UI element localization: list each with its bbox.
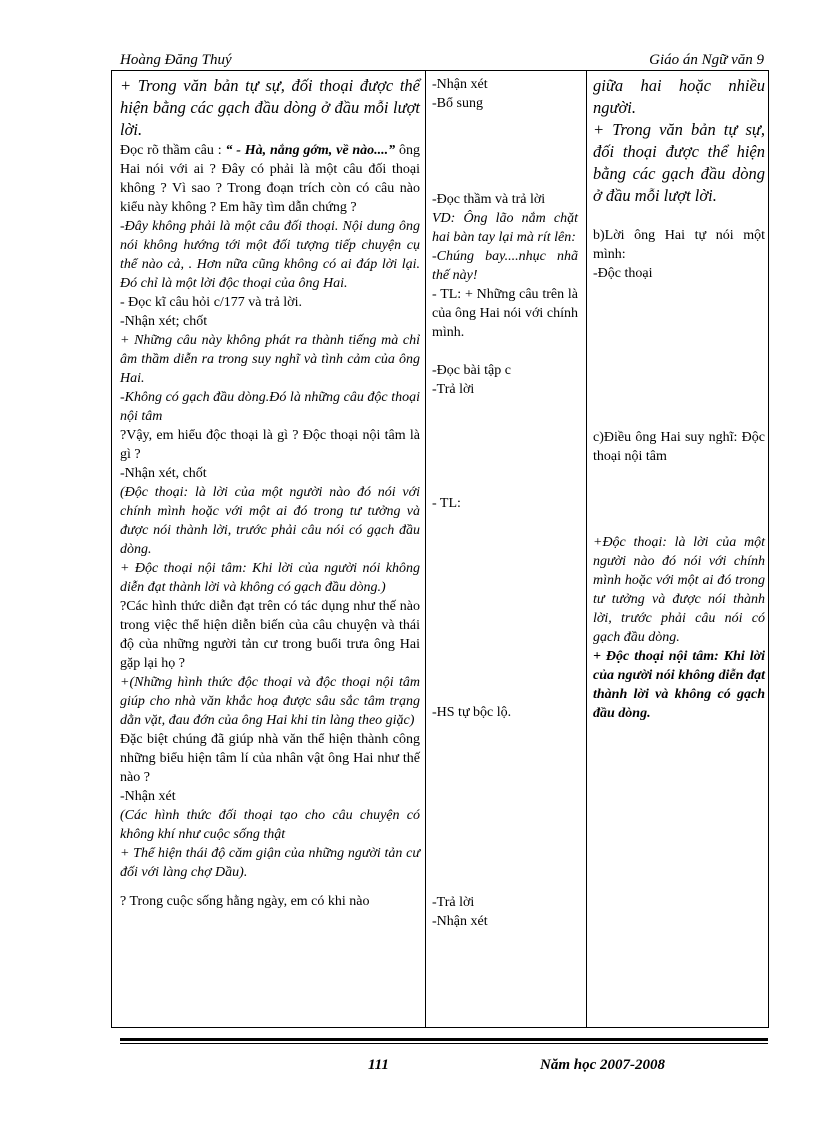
column-divider — [586, 71, 587, 1027]
paragraph: VD: Ông lão nắm chặt hai bàn tay lại mà rít lên: — [432, 211, 578, 245]
paragraph: + Độc thoại nội tâm: Khi lời của người nói không diễn đạt thành lời và không có gạch đầu dòng. — [593, 649, 765, 721]
header-subject: Giáo án Ngữ văn 9 — [649, 52, 764, 68]
paragraph: (Độc thoại: là lời của một người nào đó nói với chính mình hoặc với một ai đó trong tư tưởng và được nói thành lời, trước phải câu nói có gạch đầu dòng. — [120, 485, 420, 557]
school-year: Năm học 2007-2008 — [540, 1057, 665, 1073]
paragraph: + Độc thoại nội tâm: Khi lời của người nói không diễn đạt thành lời và không có gạch đầu dòng.) — [120, 561, 420, 595]
paragraph: ?Các hình thức diễn đạt trên có tác dụng như thế nào trong việc thể hiện diễn biến của câu chuyện và thái độ của những người tản cư trong buổi trưa ông Hai gặp lại họ ? — [120, 599, 420, 671]
paragraph: -Nhận xét, chốt — [120, 466, 207, 481]
footer-rule — [120, 1038, 768, 1041]
paragraph: c)Điều ông Hai suy nghĩ: Độc thoại nội tâm — [593, 430, 765, 464]
paragraph: + Trong văn bản tự sự, đối thoại được thể hiện bằng các gạch đầu dòng ở đầu mỗi lượt lời. — [593, 120, 765, 205]
lesson-table — [111, 70, 769, 1028]
paragraph: ? Trong cuộc sống hằng ngày, em có khi nào — [120, 894, 370, 909]
paragraph: -Trả lời — [432, 895, 475, 910]
text-span: ông Hai nói với ai ? Đây có phải là một câu đối thoại không ? Vì sao ? Trong đoạn trích còn có câu nào kiểu này không ? Em hãy tìm dẫn chứng ? — [120, 143, 421, 215]
paragraph — [120, 141, 420, 217]
paragraph: -Đọc thầm và trả lời — [432, 192, 546, 207]
quote-text: “ - Hà, nắng gớm, về nào....” — [225, 143, 396, 158]
paragraph: -Đây không phải là một câu đối thoại. Nội dung ông nói không hướng tới một đối tượng tiếp chuyện cụ thể nào cả, . Hơn nữa cũng không có ai đáp lời lại. Đó chỉ là một lời độc thoại của ông Hai. — [120, 219, 420, 291]
paragraph: (Các hình thức đối thoại tạo cho câu chuyện có không khí như cuộc sống thật — [120, 808, 420, 842]
paragraph: -Chúng bay....nhục nhã thế này! — [432, 249, 578, 283]
paragraph: -HS tự bộc lộ. — [432, 705, 512, 720]
paragraph: + Thể hiện thái độ căm giận của những người tản cư đối với làng chợ Dầu). — [120, 846, 420, 880]
paragraph: b)Lời ông Hai tự nói một mình: — [593, 228, 765, 262]
paragraph: Đặc biệt chúng đã giúp nhà văn thể hiện thành công những biểu hiện tâm lí của nhân vật ông Hai như thế nào ? — [120, 732, 420, 785]
paragraph: ?Vậy, em hiểu độc thoại là gì ? Độc thoại nội tâm là gì ? — [120, 428, 420, 462]
paragraph: -Bổ sung — [432, 96, 483, 111]
paragraph: -Trả lời — [432, 382, 475, 397]
page-number: 111 — [368, 1057, 389, 1073]
paragraph: -Nhận xét — [432, 77, 488, 92]
text-span: Đọc rõ thầm câu : — [120, 143, 226, 158]
paragraph: giữa hai hoặc nhiều người. — [593, 76, 765, 117]
paragraph: +(Những hình thức độc thoại và độc thoại nội tâm giúp cho nhà văn khắc hoạ được sâu sắc tâm trạng dằn vặt, đau đớn của ông Hai khi tin làng theo giặc) — [120, 675, 420, 728]
student-activity-column — [432, 75, 578, 931]
teacher-activity-column — [120, 75, 420, 911]
paragraph: + Trong văn bản tự sự, đối thoại được thể hiện bằng các gạch đầu dòng ở đầu mỗi lượt lời. — [120, 76, 420, 139]
paragraph: +Độc thoại: là lời của một người nào đó nói với chính mình hoặc với một ai đó trong tư tưởng và được nói thành lời, trước phải câu nói có gạch đầu dòng. — [593, 535, 765, 645]
column-divider — [425, 71, 426, 1027]
paragraph: - Đọc kĩ câu hỏi c/177 và trả lời. — [120, 295, 302, 310]
paragraph: -Độc thoại — [593, 266, 653, 281]
content-column — [593, 75, 765, 723]
paragraph: -Nhận xét — [120, 789, 176, 804]
paragraph: -Đọc bài tập c — [432, 363, 511, 378]
paragraph: - TL: + Những câu trên là của ông Hai nói với chính mình. — [432, 287, 578, 340]
footer-rule — [120, 1043, 768, 1044]
paragraph: - TL: — [432, 496, 461, 511]
header-author: Hoàng Đăng Thuý — [120, 52, 232, 68]
paragraph: + Những câu này không phát ra thành tiếng mà chỉ âm thầm diễn ra trong suy nghĩ và tình cảm của ông Hai. — [120, 333, 420, 386]
paragraph: -Nhận xét; chốt — [120, 314, 208, 329]
paragraph: -Nhận xét — [432, 914, 488, 929]
paragraph: -Không có gạch đầu dòng.Đó là những câu độc thoại nội tâm — [120, 390, 420, 424]
